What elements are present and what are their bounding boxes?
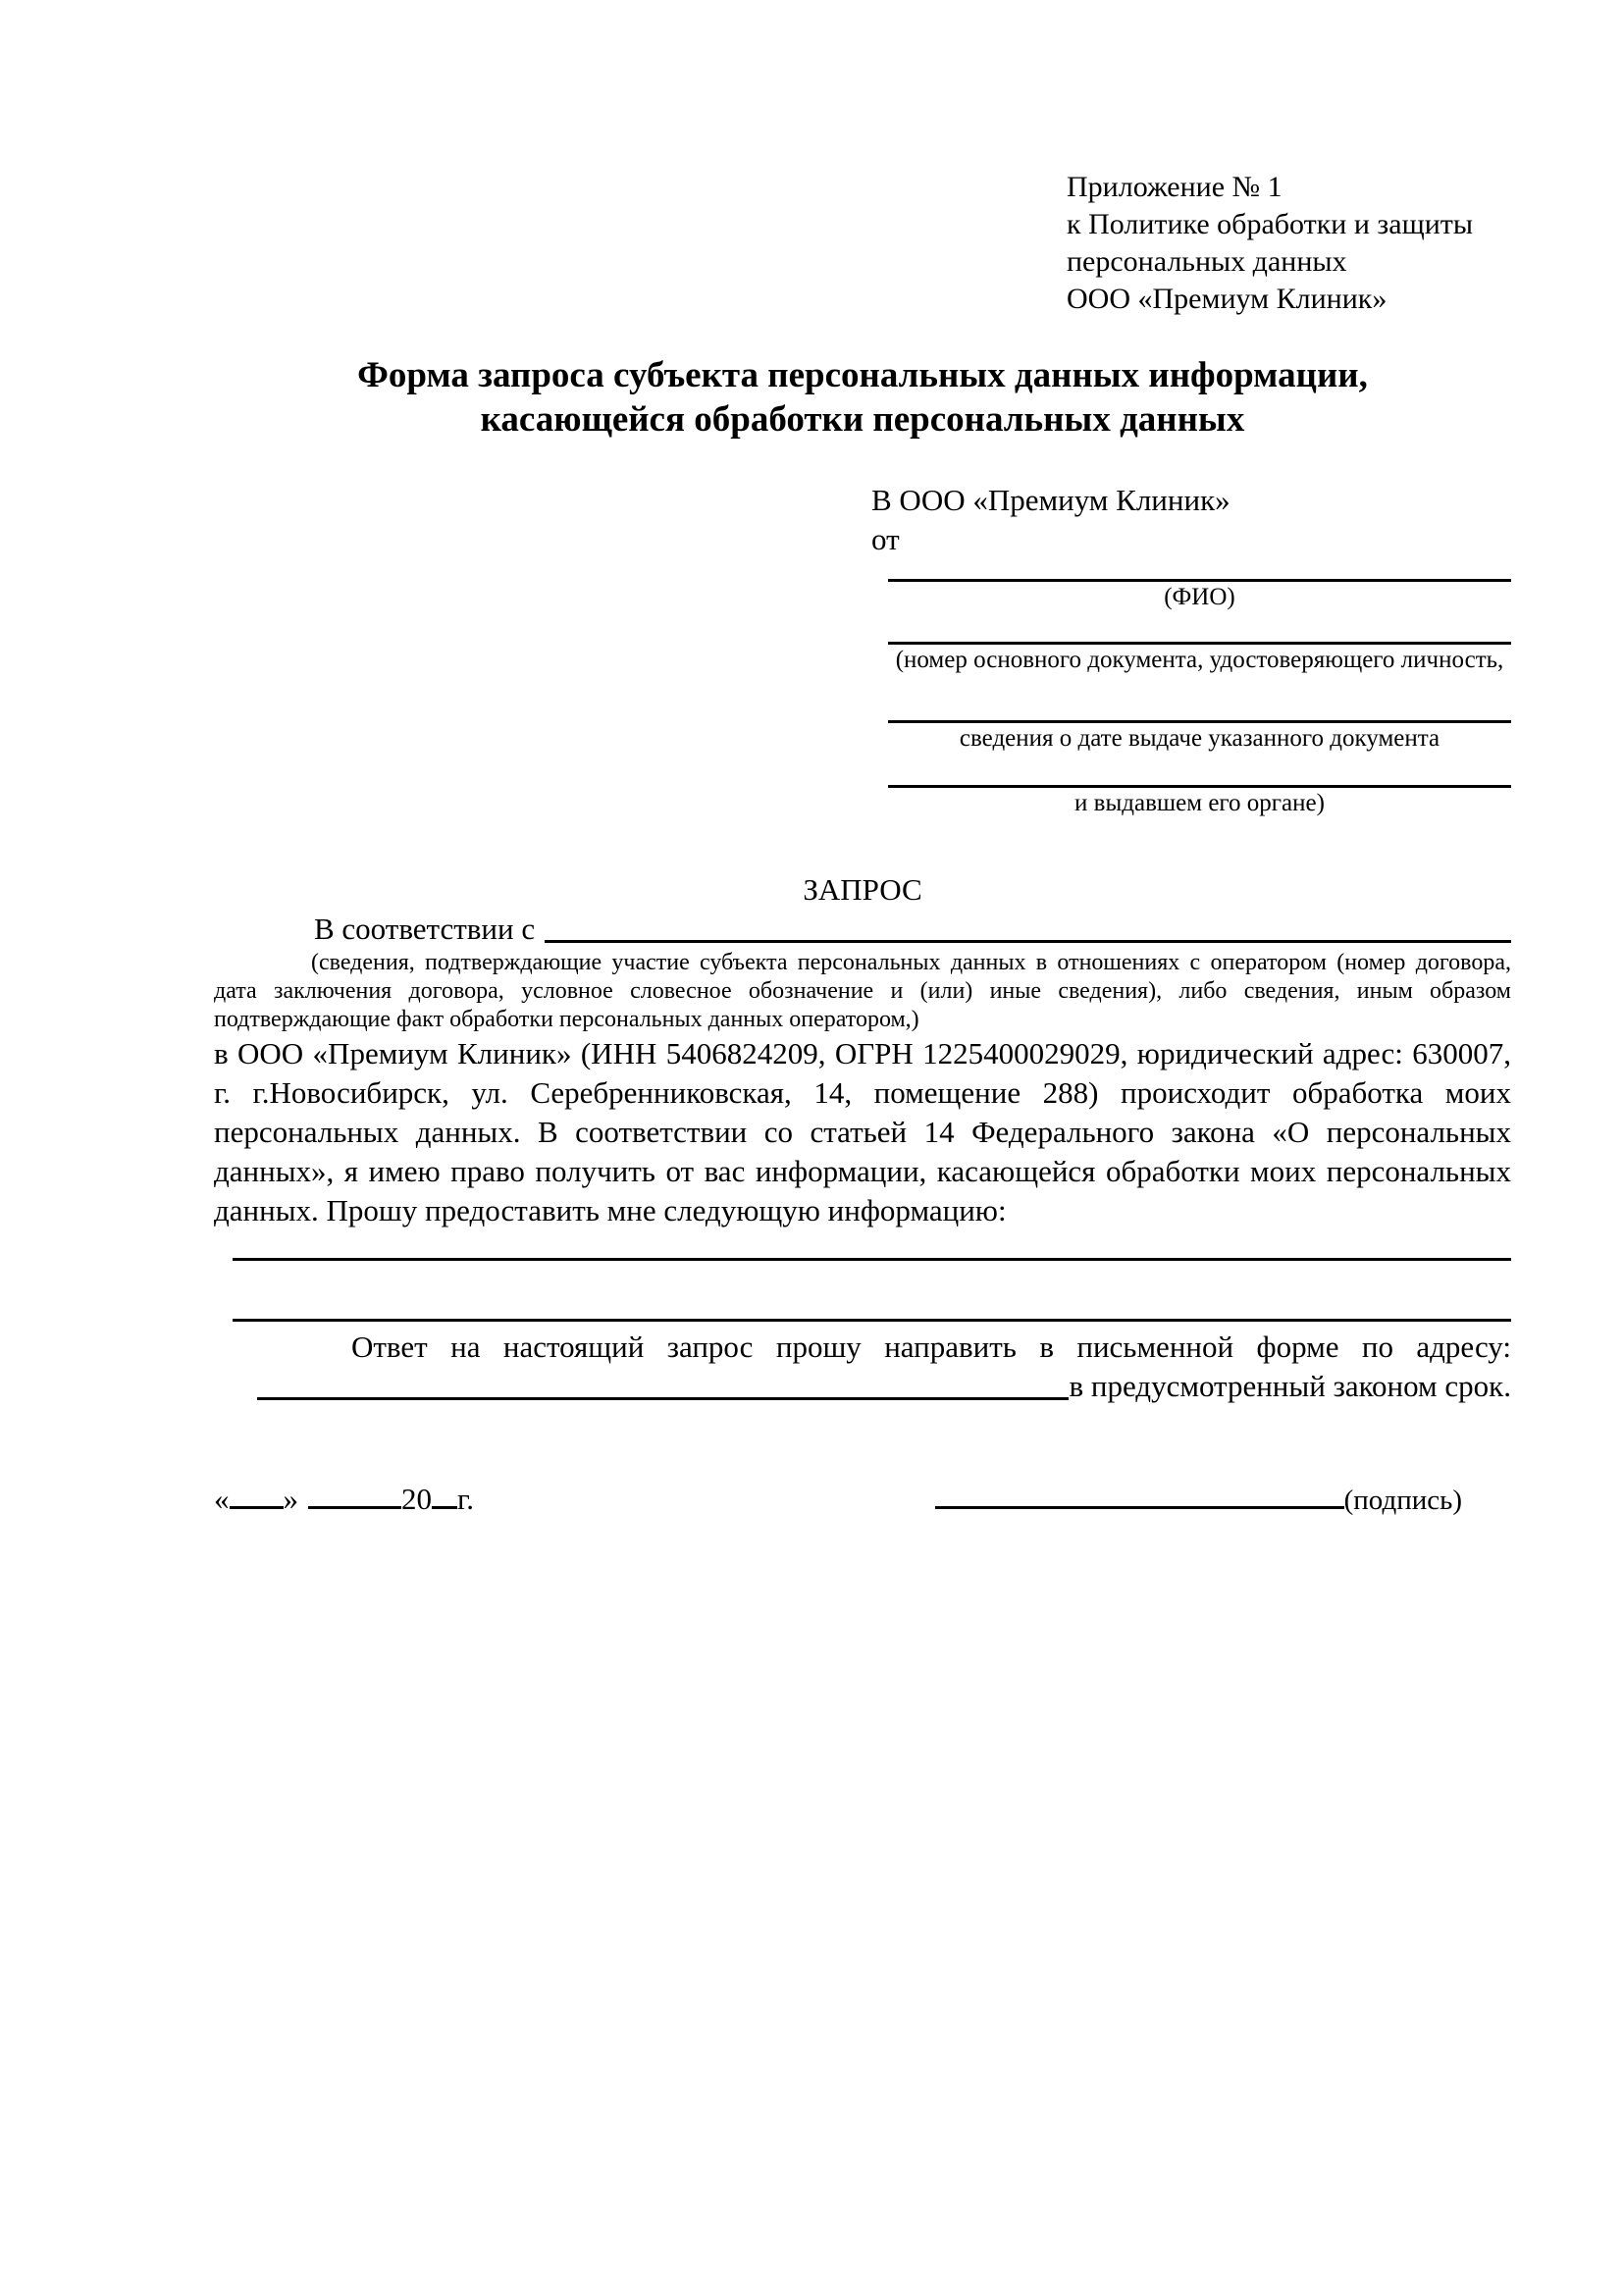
date-field xyxy=(214,1479,474,1519)
issuing-authority-caption: и выдавшем его органе) xyxy=(1074,790,1325,816)
fio-field xyxy=(871,579,1511,613)
signature-input-line[interactable] xyxy=(935,1479,1344,1509)
basis-input-line[interactable] xyxy=(545,940,1511,943)
date-month-input-line[interactable] xyxy=(308,1479,401,1509)
basis-row xyxy=(214,910,1511,949)
request-body: в ООО «Премиум Клиник» (ИНН 5406824209, ОГРН 1225400029029, юридический адрес: 630007, г. г.Новосибирск, ул. Серебренниковская, 14, помещение 288) происходит обработка моих персональных данных. В соответствии со статьей 14 Федерального закона «О персональных данных», я имею право получить от вас информации, касающейся обработки моих персональных данных. Прошу предоставить мне следующую информацию: xyxy=(214,1036,1511,1227)
date-day-input-line[interactable] xyxy=(230,1479,284,1509)
appendix-line: ООО «Премиум Клиник» xyxy=(1067,283,1387,315)
date-signature-row xyxy=(214,1479,1511,1520)
addressee-block xyxy=(871,481,1511,819)
request-heading: ЗАПРОС xyxy=(803,872,922,907)
appendix-block xyxy=(1067,169,1511,318)
page-title-line-1: Форма запроса субъекта персональных данных информации, xyxy=(357,355,1368,395)
reply-sentence: Ответ на настоящий запрос прошу направить в письменной форме по адресу: xyxy=(351,1330,1511,1364)
date-open-quote: « xyxy=(214,1482,230,1516)
issuing-authority-field xyxy=(871,785,1511,819)
basis-prefix: В соответствии с xyxy=(314,912,536,946)
date-year-suffix: г. xyxy=(457,1482,474,1516)
document-number-caption: (номер основного документа, удостоверяющего личность, xyxy=(895,647,1504,673)
addressee-from-label: от xyxy=(871,522,900,556)
reply-address-input-line[interactable] xyxy=(257,1397,1069,1400)
reply-suffix: в предусмотренный законом срок. xyxy=(1069,1369,1511,1403)
issue-date-caption: сведения о дате выдаче указанного документа xyxy=(959,725,1440,752)
date-year-prefix: 20 xyxy=(401,1482,432,1516)
issue-date-field xyxy=(871,720,1511,755)
signature-field xyxy=(935,1479,1462,1520)
basis-footnote: (сведения, подтверждающие участие субъекта персональных данных в отношениях с оператором (номер договора, дата заключения договора, условное словесное обозначение и (или) иные сведения), либо сведения, иным образом подтверждающие факт обработки персональных данных оператором,) xyxy=(214,950,1511,1032)
info-input-line-2[interactable] xyxy=(233,1319,1511,1322)
page-title xyxy=(214,353,1511,442)
appendix-line: Приложение № 1 xyxy=(1067,171,1283,203)
info-input-line-1[interactable] xyxy=(233,1258,1511,1261)
reply-address-row xyxy=(257,1367,1511,1406)
date-close-quote: » xyxy=(283,1482,298,1516)
signature-caption: (подпись) xyxy=(1343,1485,1462,1516)
page-title-line-2: касающейся обработки персональных данных xyxy=(480,399,1245,440)
appendix-line: к Политике обработки и защиты xyxy=(1067,208,1474,240)
document-number-field xyxy=(871,642,1511,676)
appendix-line: персональных данных xyxy=(1067,245,1347,278)
date-year-input-line[interactable] xyxy=(432,1479,457,1509)
addressee-to: В ООО «Премиум Клиник» xyxy=(871,483,1230,517)
fio-caption: (ФИО) xyxy=(1164,584,1235,610)
